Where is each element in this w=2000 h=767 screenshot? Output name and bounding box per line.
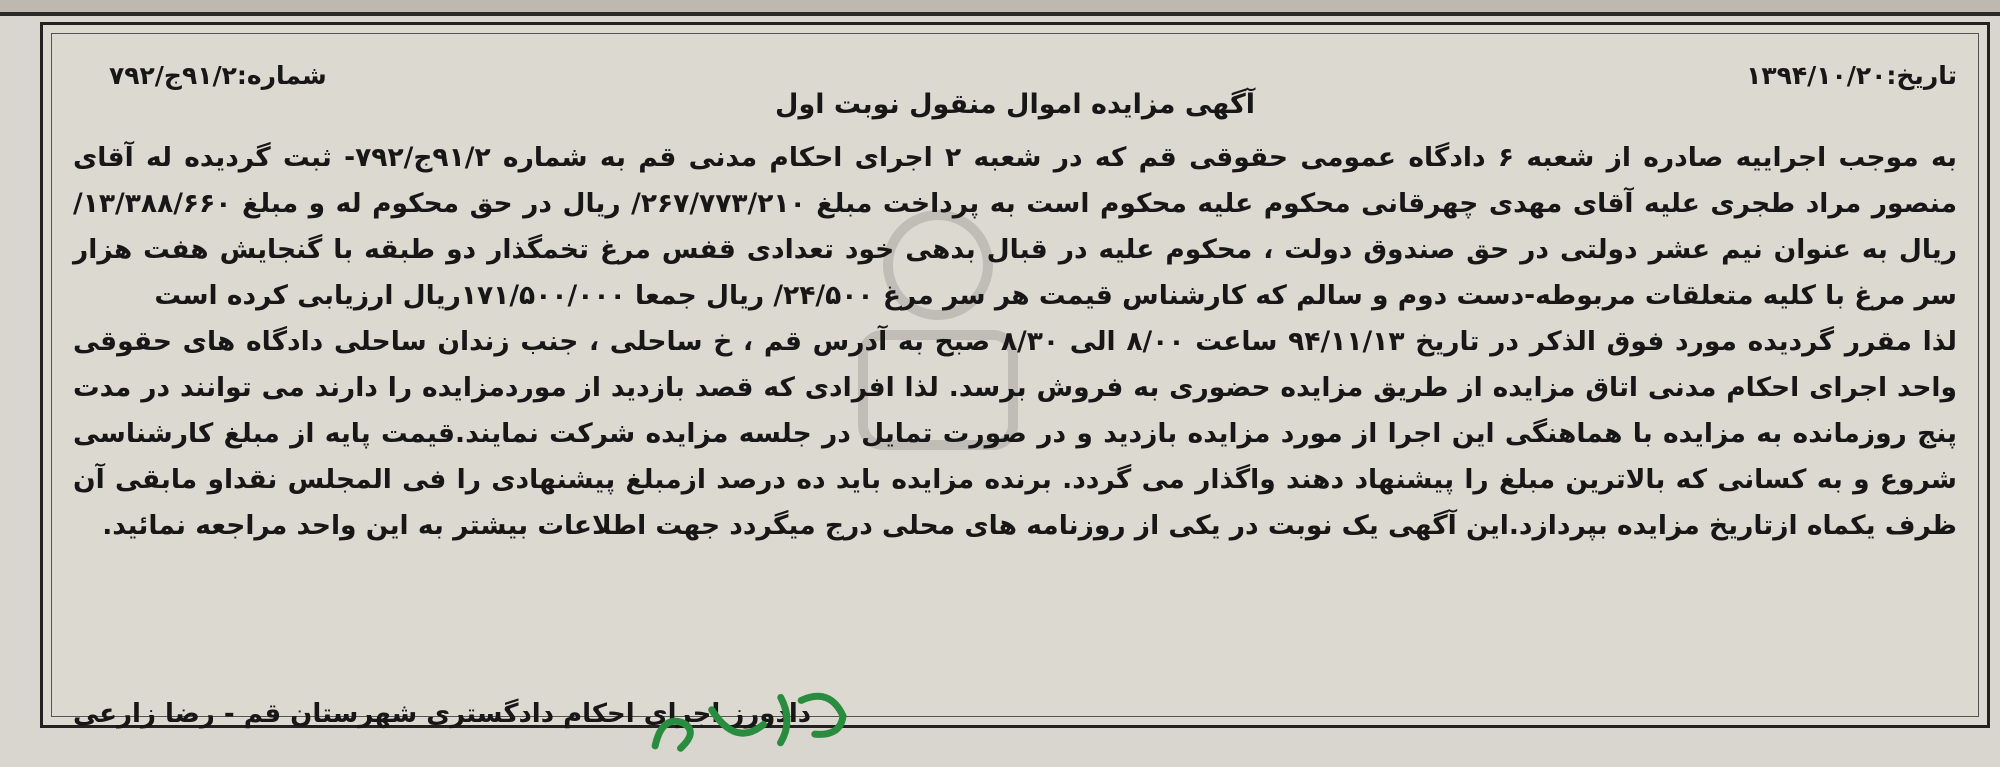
- newspaper-top-edge: [0, 0, 2000, 16]
- notice-signature: دادورز اجرای احکام دادگستری شهرستان قم - رضا زارعی: [73, 699, 812, 729]
- notice-paragraph-2: لذا مقرر گردیده مورد فوق الذکر در تاریخ ۹۴/۱۱/۱۳ ساعت ۸/۰۰ الی ۸/۳۰ صبح به آدرس قم ، خ ساحلی ، جنب زندان ساحلی دادگاه های حقوقی واحد اجرای احکام مدنی اتاق مزایده از طریق مزایده حضوری به فروش برسد. لذا افرادی که قصد بازدید از موردمزایده را دارند می توانند در مدت پنج روزمانده به مزایده با هماهنگی این اجرا از مورد مزایده بازدید و در صورت تمایل در جلسه مزایده شرکت نمایند.قیمت پایه از مبلغ کارشناسی شروع و به کسانی که بالاترین مبلغ را پیشنهاد دهند واگذار می گردد. برنده مزایده باید ده درصد ازمبلغ پیشنهادی را فی المجلس نقداو مابقی آن ظرف یکماه ازتاریخ مزایده بپردازد.این آگهی یک نوبت در یکی از روزنامه های محلی درج میگردد جهت اطلاعات بیشتر به این واحد مراجعه نمائید.: [73, 326, 1957, 541]
- notice-date: تاریخ:۱۳۹۴/۱۰/۲۰: [1746, 61, 1957, 90]
- notice-title: آگهی مزایده اموال منقول نوبت اول: [775, 89, 1255, 120]
- auction-notice: [40, 22, 1990, 728]
- notice-paragraph-1: به موجب اجراییه صادره از شعبه ۶ دادگاه عمومی حقوقی قم که در شعبه ۲ اجرای احکام مدنی قم به شماره ۹۱/۲ج/۷۹۲- ثبت گردیده له آقای منصور مراد طجری علیه آقای مهدی چهرقانی محکوم علیه محکوم است به پرداخت مبلغ ۲۶۷/۷۷۳/۲۱۰/ ریال در حق محکوم له و مبلغ ۱۳/۳۸۸/۶۶۰/ ریال به عنوان نیم عشر دولتی در حق صندوق دولت ، محکوم علیه در قبال بدهی خود تعدادی قفس مرغ تخمگذار دو طبقه با گنجایش هفت هزار سر مرغ با کلیه متعلقات مربوطه-دست دوم و سالم که کارشناس قیمت هر سر مرغ ۲۴/۵۰۰/ ریال جمعا ۱۷۱/۵۰۰/۰۰۰ریال ارزیابی کرده است: [73, 142, 1957, 311]
- notice-body: [73, 135, 1957, 549]
- notice-number: شماره:۹۱/۲ج/۷۹۲: [109, 61, 327, 90]
